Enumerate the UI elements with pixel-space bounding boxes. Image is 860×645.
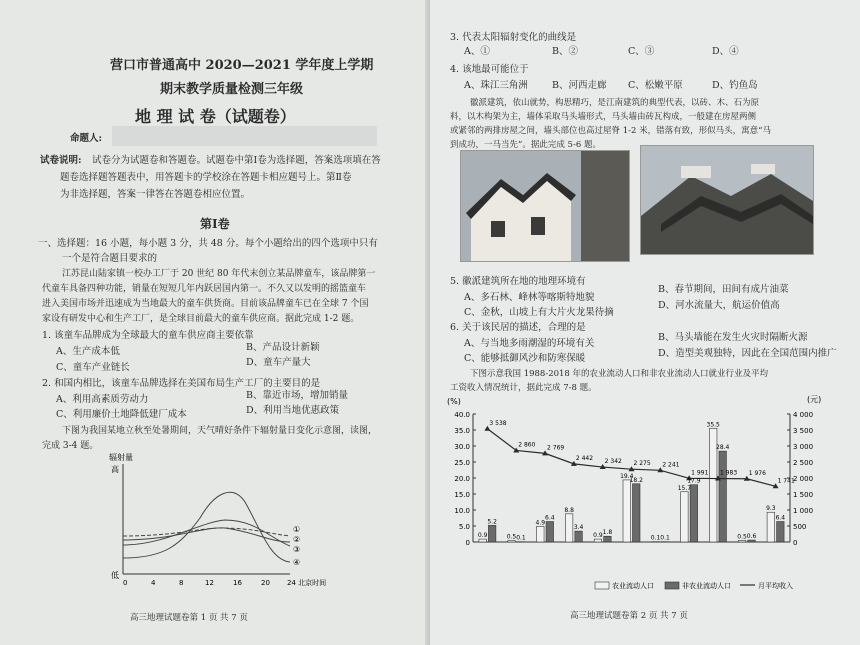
chart2-bar-nonagri bbox=[604, 536, 611, 542]
redacted-name bbox=[112, 126, 377, 146]
chart2-left-tick: 20.0 bbox=[454, 475, 470, 483]
instructions-label: 试卷说明: bbox=[40, 155, 82, 166]
chart2-label-income: 2 342 bbox=[604, 458, 622, 466]
chart2-left-tick: 5.0 bbox=[458, 523, 470, 531]
curve-label-4: ④ bbox=[293, 558, 301, 567]
exam-title-line3: 地 理 试 卷（试题卷） bbox=[135, 107, 296, 126]
chart2-label-agri: 9.3 bbox=[766, 505, 776, 513]
selection-intro-1: 一、选择题：16 小题，每小题 3 分，共 48 分。每个小题给出的四个选项中只有 bbox=[38, 238, 378, 249]
huizhou-building-photo-2 bbox=[640, 145, 814, 255]
chart2-label-income: 2 860 bbox=[518, 441, 536, 449]
exam-title-line2: 期末教学质量检测三年级 bbox=[160, 82, 304, 97]
chart2-bar-nonagri bbox=[633, 484, 640, 542]
q1-option-a: A、生产成本低 bbox=[56, 346, 120, 357]
q3-option-c: C、③ bbox=[628, 46, 655, 57]
chart2-bar-nonagri bbox=[488, 525, 495, 542]
q5-option-b: B、春节期间，田间有成片油菜 bbox=[658, 284, 789, 295]
passage-line: 徽派建筑，依山就势，构思精巧，是江南建筑的典型代表，以砖、木、石为原 bbox=[470, 98, 760, 108]
question-2: 2. 和国内相比，该童车品牌选择在美国布局生产工厂的主要目的是 bbox=[42, 378, 321, 389]
chart2-label-nonagri: 17.9 bbox=[687, 477, 701, 485]
huizhou-building-photo-1 bbox=[460, 150, 630, 262]
section-heading: 第Ⅰ卷 bbox=[200, 217, 230, 231]
chart2-bar-nonagri bbox=[546, 522, 553, 542]
curve-label-1: ① bbox=[293, 525, 301, 534]
q4-option-b: B、河西走廊 bbox=[552, 80, 607, 91]
radiation-x-tick: 0 bbox=[123, 579, 128, 587]
instructions-line2: 题卷选择题答题表中，用答题卡的学校涂在答题卡相应题号上。第Ⅱ卷 bbox=[60, 172, 352, 183]
chart2-legend-swatch-nonagri bbox=[665, 582, 679, 589]
chart2-bar-agri bbox=[594, 539, 601, 542]
q5-option-d: D、河水流量大，航运价值高 bbox=[658, 300, 780, 311]
chart2-bar-agri bbox=[623, 480, 630, 542]
right-page-footer: 高三地理试题卷第 2 页 共 7 页 bbox=[570, 611, 688, 621]
chart2-legend-income: 月平均收入 bbox=[758, 582, 793, 590]
radiation-x-tick: 12 bbox=[205, 579, 214, 587]
chart2-label-income: 1 983 bbox=[719, 469, 738, 477]
left-page-footer: 高三地理试题卷第 1 页 共 7 页 bbox=[130, 613, 248, 623]
chart2-right-tick: 3 500 bbox=[793, 427, 814, 435]
chart2-label-nonagri: 18.2 bbox=[629, 476, 643, 484]
radiation-x-tick: 8 bbox=[179, 579, 184, 587]
chart2-label-agri: 0.5 bbox=[506, 533, 517, 541]
question-3: 3. 代表太阳辐射变化的曲线是 bbox=[450, 32, 577, 43]
chart2-label-nonagri: 0.1 bbox=[516, 534, 526, 542]
passage-line: 代童车具备四种功能，销量在短短几年内跃居国内第一。不久又以发明的摇篮童车 bbox=[42, 284, 367, 294]
q1-option-b: B、产品设计新颖 bbox=[246, 342, 320, 353]
curve-3 bbox=[123, 520, 290, 546]
chart2-left-tick: 30.0 bbox=[454, 443, 470, 451]
radiation-x-tick: 20 bbox=[261, 579, 270, 587]
chart2-left-tick: 40.0 bbox=[454, 411, 470, 419]
chart2-left-tick: 10.0 bbox=[454, 507, 470, 515]
chart2-label-agri: 15.7 bbox=[677, 484, 692, 492]
q4-option-d: D、钓鱼岛 bbox=[712, 80, 758, 91]
chart2-legend-nonagri: 非农业流动人口 bbox=[682, 582, 731, 590]
chart2-bar-agri bbox=[681, 492, 688, 542]
right-page bbox=[430, 0, 860, 645]
chart2-label-income: 3 538 bbox=[489, 419, 507, 427]
chart2-label-income: 2 275 bbox=[633, 460, 651, 468]
q5-option-c: C、金秋，山坡上有大片火龙果待摘 bbox=[464, 307, 614, 318]
curve-label-3: ③ bbox=[293, 545, 301, 554]
q3-option-a: A、① bbox=[464, 46, 490, 57]
instructions-line1: 试卷分为试题卷和答题卷。试题卷中第Ⅰ卷为选择题，答案选项填在答 bbox=[92, 155, 381, 166]
q1-option-d: D、童车产量大 bbox=[246, 357, 311, 368]
question-4: 4. 该地最可能位于 bbox=[450, 64, 529, 75]
chart2-label-nonagri: 28.4 bbox=[716, 444, 730, 452]
passage-line: 料，以木构架为主，墙体采取马头墙形式，马头墙由砖瓦构成，一般建在房屋两侧 bbox=[450, 112, 757, 122]
migrant-employment-chart bbox=[445, 392, 845, 602]
question-1: 1. 该童车品牌成为全球最大的童车供应商主要依靠 bbox=[42, 330, 254, 341]
chart2-label-agri: 0.9 bbox=[593, 532, 603, 540]
passage-line: 江苏昆山陆家镇一校办工厂于 20 世纪 80 年代末创立某品牌童车，该品牌第一 bbox=[62, 269, 376, 279]
chart2-label-income: 2 769 bbox=[547, 444, 565, 452]
chart2-label-agri: 0.5 bbox=[737, 533, 747, 541]
chart2-bar-agri bbox=[537, 526, 544, 542]
radiation-chart bbox=[105, 450, 365, 590]
setter-label: 命题人: bbox=[70, 133, 103, 144]
chart2-right-tick: 3 000 bbox=[793, 443, 814, 451]
chart-intro-2: 完成 3-4 题。 bbox=[42, 441, 99, 451]
q5-option-a: A、多石林、峰林等喀斯特地貌 bbox=[464, 292, 595, 303]
exam-title-line1: 营口市普通高中 2020—2021 学年度上学期 bbox=[110, 58, 374, 73]
chart2-right-tick: 2 000 bbox=[793, 475, 814, 483]
chart-intro-1: 下图为我国某地立秋至处暑期间，天气晴好条件下辐射量日变化示意图，读图， bbox=[62, 426, 378, 436]
chart2-label-income: 1 991 bbox=[691, 469, 709, 477]
chart2-left-tick: 15.0 bbox=[454, 491, 470, 499]
radiation-y-top: 高 bbox=[111, 465, 119, 474]
chart2-bar-nonagri bbox=[777, 522, 784, 542]
curve-4 bbox=[123, 492, 290, 562]
chart2-legend-swatch-agri bbox=[595, 582, 609, 589]
q2-option-d: D、利用当地优惠政策 bbox=[246, 405, 340, 416]
q2-option-a: A、利用高素质劳动力 bbox=[56, 394, 149, 405]
chart2-right-tick: 2 500 bbox=[793, 459, 814, 467]
chart2-left-tick: 0 bbox=[465, 539, 470, 547]
question-5: 5. 徽派建筑所在地的地理环境有 bbox=[450, 276, 586, 287]
chart2-label-nonagri: 0.6 bbox=[746, 533, 757, 541]
chart2-label-nonagri: 0.1 bbox=[660, 534, 670, 542]
chart2-bar-agri bbox=[508, 540, 515, 542]
question-6: 6. 关于该民居的描述，合理的是 bbox=[450, 322, 586, 333]
chart2-label-agri: 0.9 bbox=[477, 532, 488, 540]
radiation-y-bottom: 低 bbox=[111, 571, 119, 580]
curve-label-2: ② bbox=[293, 535, 301, 544]
chart2-right-tick: 0 bbox=[793, 539, 798, 547]
chart2-label-agri: 8.8 bbox=[564, 506, 574, 514]
chart2-label-agri: 0.1 bbox=[650, 534, 661, 542]
chart2-label-income: 1 741 bbox=[777, 477, 795, 485]
chart2-label-nonagri: 1.8 bbox=[602, 529, 613, 537]
chart2-bar-agri bbox=[738, 540, 745, 542]
q6-option-c: C、能够抵御风沙和防寒保暖 bbox=[464, 353, 586, 364]
chart2-bar-nonagri bbox=[575, 531, 582, 542]
instructions-line3: 为非选择题，答案一律答在答题卷相应位置。 bbox=[60, 189, 251, 200]
q4-option-a: A、珠江三角洲 bbox=[464, 80, 528, 91]
chart2-left-unit: (%) bbox=[447, 397, 461, 406]
chart2-left-tick: 25.0 bbox=[454, 459, 470, 467]
chart2-label-nonagri: 6.4 bbox=[545, 514, 555, 522]
chart2-bar-agri bbox=[479, 539, 486, 542]
chart2-label-income: 2 442 bbox=[575, 454, 594, 462]
q6-option-a: A、与当地多雨潮湿的环境有关 bbox=[464, 338, 595, 349]
radiation-x-tick: 16 bbox=[233, 579, 242, 587]
radiation-y-label: 辐射量 bbox=[109, 453, 133, 462]
chart2-label-nonagri: 5.2 bbox=[487, 518, 497, 526]
q1-option-c: C、童车产业链长 bbox=[56, 362, 130, 373]
chart2-bar-nonagri bbox=[748, 540, 755, 542]
chart2-bar-agri bbox=[767, 512, 774, 542]
passage-line: 家设有研发中心和生产工厂，是全球目前最大的童车供应商。据此完成 1-2 题。 bbox=[42, 314, 360, 324]
chart2-intro-1: 下图示意我国 1988-2018 年的农业流动人口和非农业流动人口就业行业及平均 bbox=[470, 369, 769, 379]
q2-option-b: B、靠近市场，增加销量 bbox=[246, 390, 348, 401]
chart2-label-income: 2 241 bbox=[662, 461, 680, 469]
chart2-label-nonagri: 6.4 bbox=[775, 514, 786, 522]
q2-option-c: C、利用廉价土地降低建厂成本 bbox=[56, 409, 187, 420]
q6-option-b: B、马头墙能在发生火灾时隔断火源 bbox=[658, 332, 808, 343]
chart2-label-agri: 4.9 bbox=[535, 519, 546, 527]
chart2-bar-agri bbox=[565, 514, 572, 542]
q4-option-c: C、松嫩平原 bbox=[628, 80, 683, 91]
q3-option-d: D、④ bbox=[712, 46, 739, 57]
chart2-intro-2: 工资收入情况统计，据此完成 7-8 题。 bbox=[450, 383, 597, 393]
chart2-right-tick: 500 bbox=[793, 523, 807, 531]
radiation-x-last: 24 北京时间 bbox=[287, 579, 327, 587]
chart2-label-nonagri: 3.4 bbox=[573, 524, 584, 532]
q3-option-b: B、② bbox=[552, 46, 578, 57]
q6-option-d: D、造型美观独特，因此在全国范围内推广 bbox=[658, 348, 837, 359]
chart2-bar-nonagri bbox=[690, 485, 697, 542]
passage-line: 进入美国市场并迅速成为当地最大的童车供货商。目前该品牌童车已在全球 7 个国 bbox=[42, 299, 369, 309]
chart2-label-agri: 35.5 bbox=[706, 421, 720, 429]
chart2-right-tick: 4 000 bbox=[793, 411, 814, 419]
chart2-right-unit: (元) bbox=[807, 395, 822, 404]
passage-line: 或紧邻的两排房屋之间，墙头部位也高过屋脊 1-2 米，错落有致，形似马头，寓意“马 bbox=[450, 126, 771, 136]
chart2-left-tick: 35.0 bbox=[454, 427, 470, 435]
chart2-label-income: 1 976 bbox=[748, 469, 766, 477]
chart2-right-tick: 1 000 bbox=[793, 507, 814, 515]
chart2-bar-nonagri bbox=[719, 451, 726, 542]
selection-intro-2: 一个是符合题目要求的 bbox=[62, 253, 158, 264]
chart2-right-tick: 1 500 bbox=[793, 491, 814, 499]
chart2-label-agri: 19.4 bbox=[620, 472, 634, 480]
passage-line: 到成功，一马当先”。据此完成 5-6 题。 bbox=[450, 140, 601, 150]
chart2-legend-agri: 农业流动人口 bbox=[612, 582, 654, 590]
radiation-x-tick: 4 bbox=[151, 579, 156, 587]
